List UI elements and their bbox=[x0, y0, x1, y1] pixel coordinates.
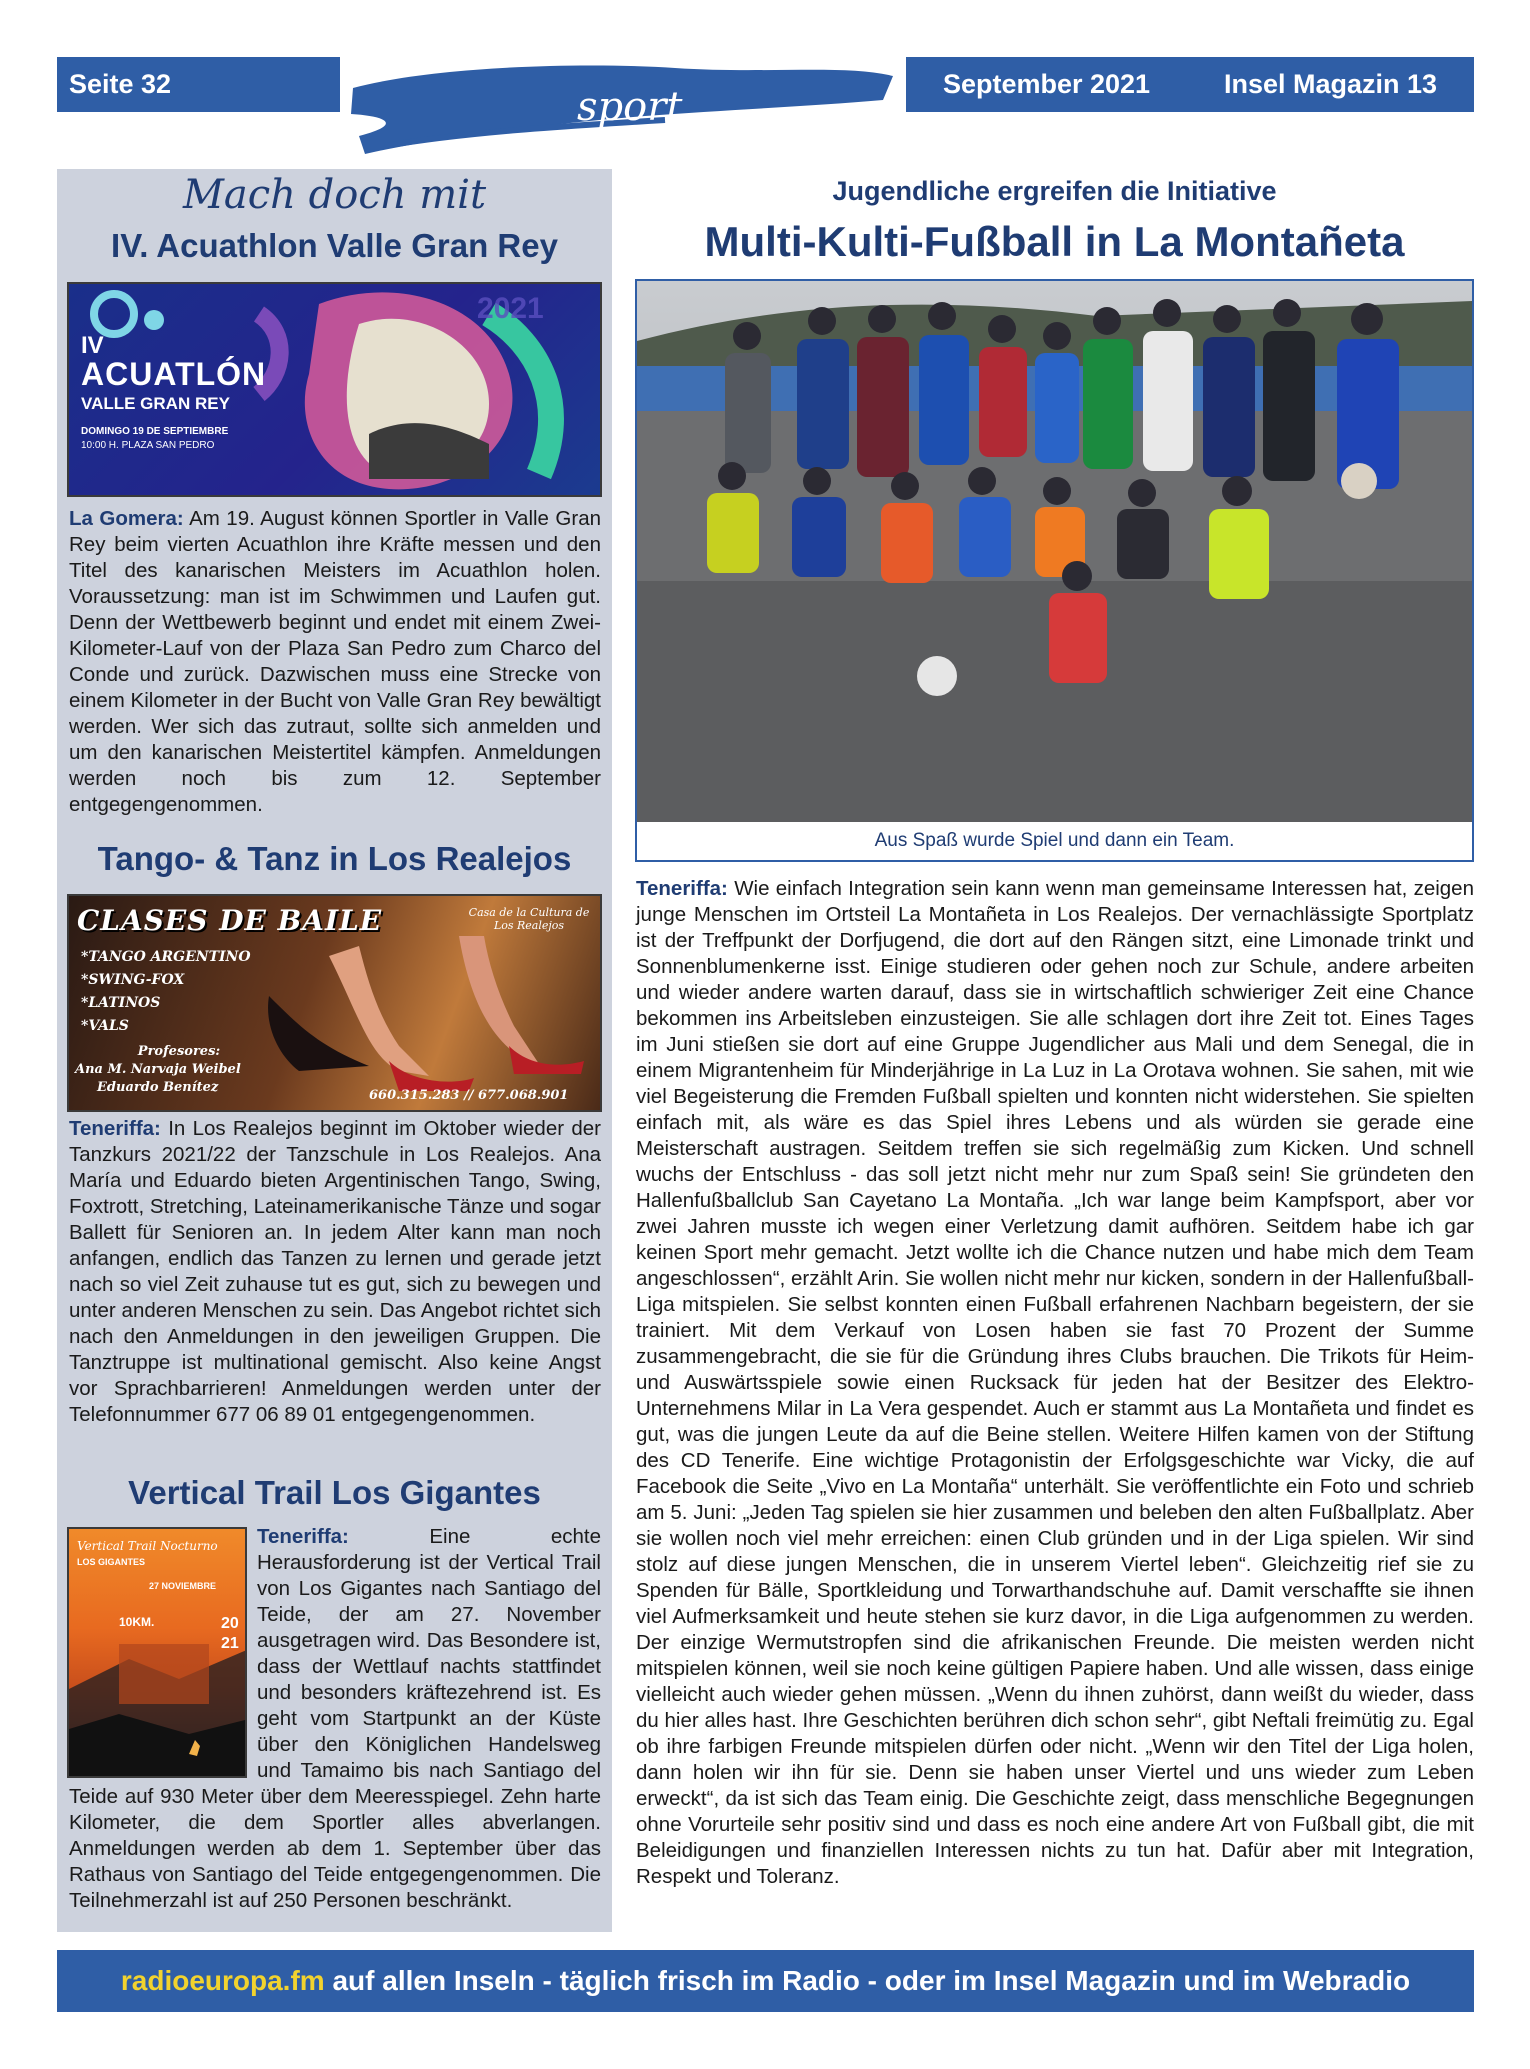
footer-site-link[interactable]: radioeuropa.fm bbox=[120, 1965, 325, 1996]
tango-body bbox=[69, 1116, 601, 1428]
trail-text: Eine echte Herausforderung ist der Vertical Trail von Los Gigantes nach Santiago del Teide, der am 27. November ausgetragen wird. Das Besondere ist, dass der Wettlauf nachts stattfindet und besonders kräftezehrend ist. Es geht vom Startpunkt an der Küste über den Königlichen Handelsweg und Tamaimo bis nach Santiago del Teide auf 930 Meter über dem Meeresspiegel. Zehn harte Kilometer, die dem Sportler alles abverlangen. Anmeldungen werden ab dem 1. September über das Rathaus von Santiago del Teide entgegengenommen. Die Teilnehmerzahl ist auf 250 Personen beschränkt. bbox=[69, 1525, 601, 1912]
trail-title: Vertical Trail Los Gigantes bbox=[128, 1474, 541, 1511]
trail-poster-year-top: 20 bbox=[221, 1615, 239, 1632]
tango-title: Tango- & Tanz in Los Realejos bbox=[97, 840, 572, 877]
section-brush-banner bbox=[345, 58, 900, 158]
tango-poster-item: *TANGO ARGENTINO bbox=[81, 949, 251, 965]
acuathlon-poster bbox=[67, 282, 602, 497]
issue-date: September 2021 bbox=[942, 69, 1151, 99]
footer-banner bbox=[57, 1950, 1474, 2012]
trail-float-spacer bbox=[69, 1524, 257, 1782]
tango-poster bbox=[67, 894, 602, 1112]
acuathlon-poster-line3: VALLE GRAN REY bbox=[81, 394, 230, 413]
main-body bbox=[636, 876, 1474, 1890]
team-photo-image bbox=[637, 281, 1472, 822]
acuathlon-poster-line1: IV bbox=[81, 332, 104, 359]
tango-poster-item: *SWING-FOX bbox=[81, 972, 185, 988]
acuathlon-text: Am 19. August können Sportler in Valle Gran Rey beim vierten Acuathlon ihre Kräfte messen und den Titel des kanarischen Meisters im Acuathlon holen. Voraussetzung: man ist im Schwimmen und Laufen gut. Denn der Wettbewerb beginnt und endet mit einem Zwei-Kilometer-Lauf von der Plaza San Pedro zum Charco del Conde und zurück. Dazwischen muss eine Strecke von einem Kilometer in der Bucht von Valle Gran Rey bewältigt werden. Wer sich das zutraut, sollte sich anmelden und um den kanarischen Meistertitel kämpfen. Anmeldungen werden noch bis zum 12. September entgegengenommen. bbox=[69, 507, 602, 816]
acuathlon-title: IV. Acuathlon Valle Gran Rey bbox=[111, 227, 558, 264]
acuathlon-body bbox=[69, 506, 601, 818]
main-kicker: Jugendliche ergreifen die Initiative bbox=[832, 176, 1277, 206]
main-text: Wie einfach Integration sein kann wenn man gemeinsame Interessen hat, zeigen junge Menschen im Ortsteil La Montañeta in Los Realejos. Der vernachlässigte Sportplatz ist der Treffpunkt der Dorfjugend, die dort auf den Rängen sitzt, eine Limonade trinkt und Sonnenblumenkerne isst. Einige studieren oder gehen noch zur Schule, andere arbeiten und wieder andere warten darauf, dass sie in wirtschaftlich schwieriger Zeit eine Chance bekommen ins Arbeitsleben einzusteigen. Sie alle schlagen dort ihre Zeit tot. Eines Tages im Juni stießen sie dort auf eine Gruppe Jugendlicher aus Mali und dem Senegal, die in einem Migrantenheim für Minderjährige in La Luz in La Orotava wohnen. Sie sahen, mit wie viel Begeisterung die Fremden Fußball spielten und konnten nicht widerstehen. Sie spielten einfach mit, als wäre es das Spiel ihres Lebens und als würden sie gerade eine Meisterschaft austragen. Seitdem treffen sie sich regelmäßig zum Kicken. Und schnell wuchs der Entschluss - das soll jetzt nicht mehr nur zum Spaß sein! Sie gründeten den Hallenfußballclub San Cayetano La Montaña. „Ich war lange beim Kampfsport, aber vor zwei Jahren musste ich wegen einer Verletzung damit aufhören. Seitdem habe ich gar keinen Sport mehr gemacht. Jetzt wollte ich die Chance nutzen und habe mich dem Team angeschlossen“, erzählt Arin. Sie wollen nicht mehr nur kicken, sondern in der Hallenfußball-Liga mitspielen. Sie selbst konnten einen Fußball erfahrenen Nachbarn begeistern, der sie trainiert. Mit dem Verkauf von Losen haben sie fast 70 Prozent der Summe zusammengebracht, die sie für die Gründung ihres Clubs brauchen. Die Trikots für Heim- und Auswärtsspiele sowie einen Rucksack für jeden hat der Besitzer des Elektro-Unternehmens Milar in La Vera gespendet. Auch er stammt aus La Montañeta und findet es gut, was die jungen Leute da auf die Beine stellen. Weitere Hilfen kamen von der Stiftung des CD Tenerife. Eine wichtige Protagonistin der Erfolgsgeschichte war Vicky, die auf Facebook die Seite „Vivo en La Montaña“ unterhält. Sie veröffentlichte ein Foto und schrieb am 5. Juni: „Jeden Tag spielen sie hier zusammen und beleben den alten Fußballplatz. Aber sie wollen noch viel mehr erreichen: einen Club gründen und in der Liga spielen. Wir sind stolz auf diese jungen Menschen, die in unserem Viertel leben“. Gleichzeitig rief sie zu Spenden für Bälle, Sportkleidung und Torwarthandschuhe auf. Damit verschaffte sie ihnen viel Aufmerksamkeit und heute stehen sie kurz davor, in die Liga aufgenommen zu werden. Der einzige Wermutstropfen sind die afrikanischen Freunde. Die meisten werden nicht mitspielen können, weil sie noch keine gültigen Papiere haben. Und alle wissen, dass einige vielleicht auch wieder gehen müssen. „Wenn du ihnen zuhörst, dann weißt du wieder, dass du hier alles hast. Ihre Geschichten berühren dich schon sehr“, gibt Neftali freimütig zu. Egal ob ihre farbigen Freunde mitspielen dürfen oder nicht. „Wenn wir den Titel der Liga holen, dann holen wir ihn für sie. Denn sie haben unser Viertel und uns wieder zum Leben erweckt“, da ist sich das Team einig. Die Geschichte zeigt, dass menschliche Begegnungen ohne Vorurteile sehr positiv sind und dass es noch eine andere Art von Fußball gibt, die mit Beleidigungen und finanziellen Interessen nichts zu tun hat. Dafür aber mit Integration, Respekt und Toleranz. bbox=[636, 877, 1474, 1888]
tango-poster-phones: 660.315.283 // 677.068.901 bbox=[369, 1088, 569, 1103]
section-label: sport bbox=[577, 84, 683, 130]
acuathlon-poster-year: 2021 bbox=[477, 292, 544, 325]
sidebar-kicker: Mach doch mit bbox=[182, 172, 487, 218]
tango-poster-profesores: Profesores: bbox=[137, 1044, 221, 1059]
issue-name: Insel Magazin 13 bbox=[1223, 69, 1438, 99]
acuathlon-poster-place: 10:00 H. PLAZA SAN PEDRO bbox=[81, 440, 215, 451]
trail-lead: Teneriffa: bbox=[257, 1525, 349, 1548]
acuathlon-poster-line2: ACUATLÓN bbox=[81, 356, 267, 392]
trail-poster-year-bottom: 21 bbox=[221, 1635, 239, 1652]
trail-poster-title: Vertical Trail Nocturno bbox=[77, 1539, 218, 1553]
main-lead: Teneriffa: bbox=[636, 877, 728, 900]
tango-lead: Teneriffa: bbox=[69, 1117, 161, 1140]
issue-bar bbox=[906, 57, 1474, 112]
tango-poster-teacher2: Eduardo Benítez bbox=[97, 1080, 219, 1095]
tango-poster-teacher1: Ana M. Narvaja Weibel bbox=[75, 1062, 241, 1077]
tango-text: In Los Realejos beginnt im Oktober wieder der Tanzkurs 2021/22 der Tanzschule in Los Realejos. Ana María und Eduardo bieten Argentinischen Tango, Swing, Foxtrott, Stretching, Lateinamerikanische Tänze und sogar Ballett für Senioren an. In jedem Alter kann man noch anfangen, endlich das Tanzen zu lernen und gerade jetzt nach so viel Zeit zuhause tut es gut, sich zu bewegen und unter anderen Menschen zu sein. Das Angebot richtet sich nach den Anmeldungen in den jeweiligen Gruppen. Die Tanztruppe ist multinational gemischt. Also keine Angst vor Sprachbarrieren! Anmeldungen werden unter der Telefonnummer 677 06 89 01 entgegengenommen. bbox=[69, 1117, 601, 1426]
tango-poster-headline: CLASES DE BAILE bbox=[77, 904, 383, 937]
trail-body bbox=[69, 1524, 601, 1914]
page-number: Seite 32 bbox=[69, 69, 172, 99]
trail-poster-date: 27 NOVIEMBRE bbox=[149, 1581, 217, 1591]
main-title: Multi-Kulti-Fußball in La Montañeta bbox=[704, 218, 1405, 265]
acuathlon-poster-date: DOMINGO 19 DE SEPTIEMBRE bbox=[81, 426, 229, 437]
tango-poster-item: *VALS bbox=[81, 1018, 129, 1034]
tango-poster-item: *LATINOS bbox=[81, 995, 161, 1011]
tango-poster-venue: Casa de la Cultura de Los Realejos bbox=[468, 906, 590, 932]
photo-caption: Aus Spaß wurde Spiel und dann ein Team. bbox=[637, 822, 1472, 860]
tango-poster-list bbox=[81, 946, 251, 1038]
footer-text: auf allen Inseln - täglich frisch im Radio - oder im Insel Magazin und im Webradio bbox=[324, 1965, 1411, 1996]
trail-poster-subtitle: LOS GIGANTES bbox=[77, 1557, 146, 1567]
trail-poster-distance: 10KM. bbox=[119, 1615, 155, 1629]
team-photo bbox=[635, 279, 1474, 862]
acuathlon-lead: La Gomera: bbox=[69, 507, 184, 530]
page-number-bar bbox=[57, 57, 340, 112]
